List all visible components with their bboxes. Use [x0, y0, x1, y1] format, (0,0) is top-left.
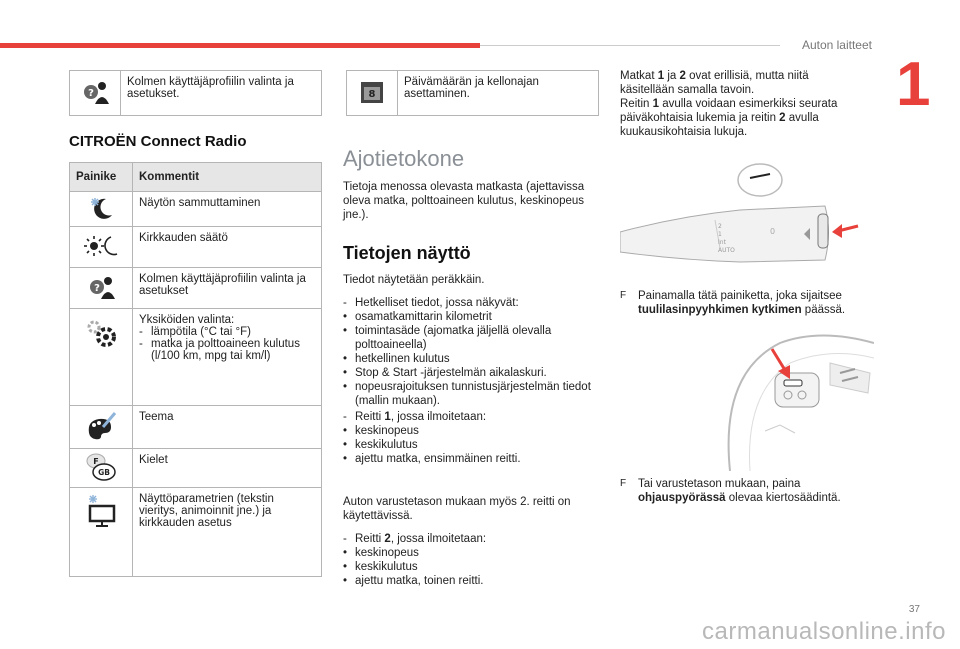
svg-text:?: ?	[94, 282, 100, 294]
table-row	[70, 449, 322, 488]
table-row	[70, 192, 322, 227]
profile-text: Kolmen käyttäjäprofiilin valinta ja asetukset.	[121, 71, 322, 116]
row-text: Kirkkauden säätö	[133, 227, 322, 268]
units-item: - lämpötila (°C tai °F)	[139, 326, 251, 338]
units-item: - matka ja polttoaineen kulutus (l/100 km, mpg tai km/l)	[139, 338, 300, 362]
svg-text:0: 0	[770, 227, 776, 236]
palette-icon	[70, 406, 133, 449]
calendar-icon	[347, 71, 398, 116]
sun-moon-icon	[70, 227, 133, 268]
units-intro: Yksiköiden valinta:	[139, 314, 235, 326]
svg-text:Int: Int	[718, 239, 726, 246]
list-item: • hetkellinen kulutus	[343, 352, 603, 366]
steering-wheel-illustration	[720, 333, 874, 471]
chapter-number: 1	[896, 50, 931, 119]
languages-icon	[70, 449, 133, 488]
section-title: Auton laitteet	[801, 38, 872, 52]
row-text: Teema	[133, 406, 322, 449]
list-item: • osamatkamittarin kilometrit	[343, 310, 603, 324]
table-row	[70, 406, 322, 449]
row-text: Kielet	[133, 449, 322, 488]
svg-text:F: F	[93, 456, 99, 466]
monitor-icon	[70, 488, 133, 577]
row-text: Näyttöparametrien (tekstin vieritys, animoinnit jne.) ja kirkkauden asetus	[133, 488, 322, 577]
list-item: • keskikulutus	[343, 438, 603, 452]
svg-text:?: ?	[88, 87, 94, 99]
page-number: 37	[908, 604, 920, 615]
question-person-icon	[70, 71, 121, 116]
header-rule	[480, 45, 780, 46]
question-person-icon	[70, 268, 133, 309]
table-row	[70, 268, 322, 309]
wheel-instruction: F Tai varustetason mukaan, paina ohjauspyörässä olevaa kiertosäädintä.	[620, 478, 841, 504]
radio-title: CITROËN Connect Radio	[69, 133, 247, 150]
list-item: • keskinopeus	[343, 424, 603, 438]
units-cell	[133, 309, 322, 406]
col-comment: Kommentit	[133, 163, 322, 192]
trip-title: Ajotietokone	[343, 146, 465, 171]
table-row	[70, 309, 322, 406]
stalk-instruction: F Painamalla tätä painiketta, joka sijaitsee tuulilasinpyyhkimen kytkimen päässä.	[620, 290, 846, 316]
table-row	[70, 488, 322, 577]
wiper-stalk-illustration	[620, 160, 874, 280]
gears-icon	[70, 309, 133, 406]
watermark: carmanualsonline.info	[702, 618, 946, 645]
row-text: Kolmen käyttäjäprofiilin valinta ja asetukset	[133, 268, 322, 309]
trips-paragraph: Matkat 1 ja 2 ovat erillisiä, mutta niitä käsitellään samalla tavoin. Reitin 1 avulla voidaan esimerkiksi seurata päiväkohtaisia lukemia ja reitin 2 avulla kuukausikohtaisia lukuja.	[620, 70, 838, 138]
current-info-block: - Hetkelliset tiedot, jossa näkyvät: • osamatkamittarin kilometrit • toimintasäde (ajomatka jäljellä olevalla polttoaineella) • hetkellinen kulutus • Stop & Start -järjestelmän aikalaskuri. • nopeusrajoituksen tunnistusjärjestelmän tiedot (mallin mukaan).	[343, 296, 603, 408]
header-accent-bar	[0, 43, 480, 48]
list-item: • nopeusrajoituksen tunnistusjärjestelmän tiedot (mallin mukaan).	[343, 380, 603, 408]
date-text: Päivämäärän ja kellonajan asettaminen.	[398, 71, 599, 116]
svg-text:1: 1	[718, 231, 722, 238]
svg-text:2: 2	[718, 223, 722, 230]
current-heading: Hetkelliset tiedot, jossa näkyvät:	[355, 297, 519, 309]
display-intro: Tiedot näytetään peräkkäin.	[343, 274, 485, 286]
list-item: • ajettu matka, ensimmäinen reitti.	[343, 452, 603, 466]
list-item: • toimintasäde (ajomatka jäljellä olevalla polttoaineella)	[343, 324, 603, 352]
display-title: Tietojen näyttö	[343, 243, 471, 263]
list-item: • ajettu matka, toinen reitti.	[343, 574, 603, 588]
list-item: • keskikulutus	[343, 560, 603, 574]
moon-star-icon	[70, 192, 133, 227]
trip2-note: Auton varustetason mukaan myös 2. reitti on käytettävissä.	[343, 496, 571, 522]
profile-table	[69, 70, 322, 116]
trip1-block: - Reitti 1, jossa ilmoitetaan: • keskinopeus • keskikulutus • ajettu matka, ensimmäinen reitti.	[343, 410, 603, 466]
date-table	[346, 70, 599, 116]
list-item: • keskinopeus	[343, 546, 603, 560]
list-item: • Stop & Start -järjestelmän aikalaskuri.	[343, 366, 603, 380]
svg-text:8: 8	[368, 88, 376, 100]
table-row	[70, 227, 322, 268]
col-button: Painike	[70, 163, 133, 192]
trip2-block: - Reitti 2, jossa ilmoitetaan: • keskinopeus • keskikulutus • ajettu matka, toinen reitti.	[343, 532, 603, 588]
svg-text:AUTO: AUTO	[718, 247, 735, 254]
trip-intro: Tietoja menossa olevasta matkasta (ajettavissa oleva matka, polttoaineen kulutus, keskinopeus jne.).	[343, 181, 585, 221]
radio-table	[69, 162, 322, 577]
row-text: Näytön sammuttaminen	[133, 192, 322, 227]
svg-text:GB: GB	[98, 467, 110, 477]
